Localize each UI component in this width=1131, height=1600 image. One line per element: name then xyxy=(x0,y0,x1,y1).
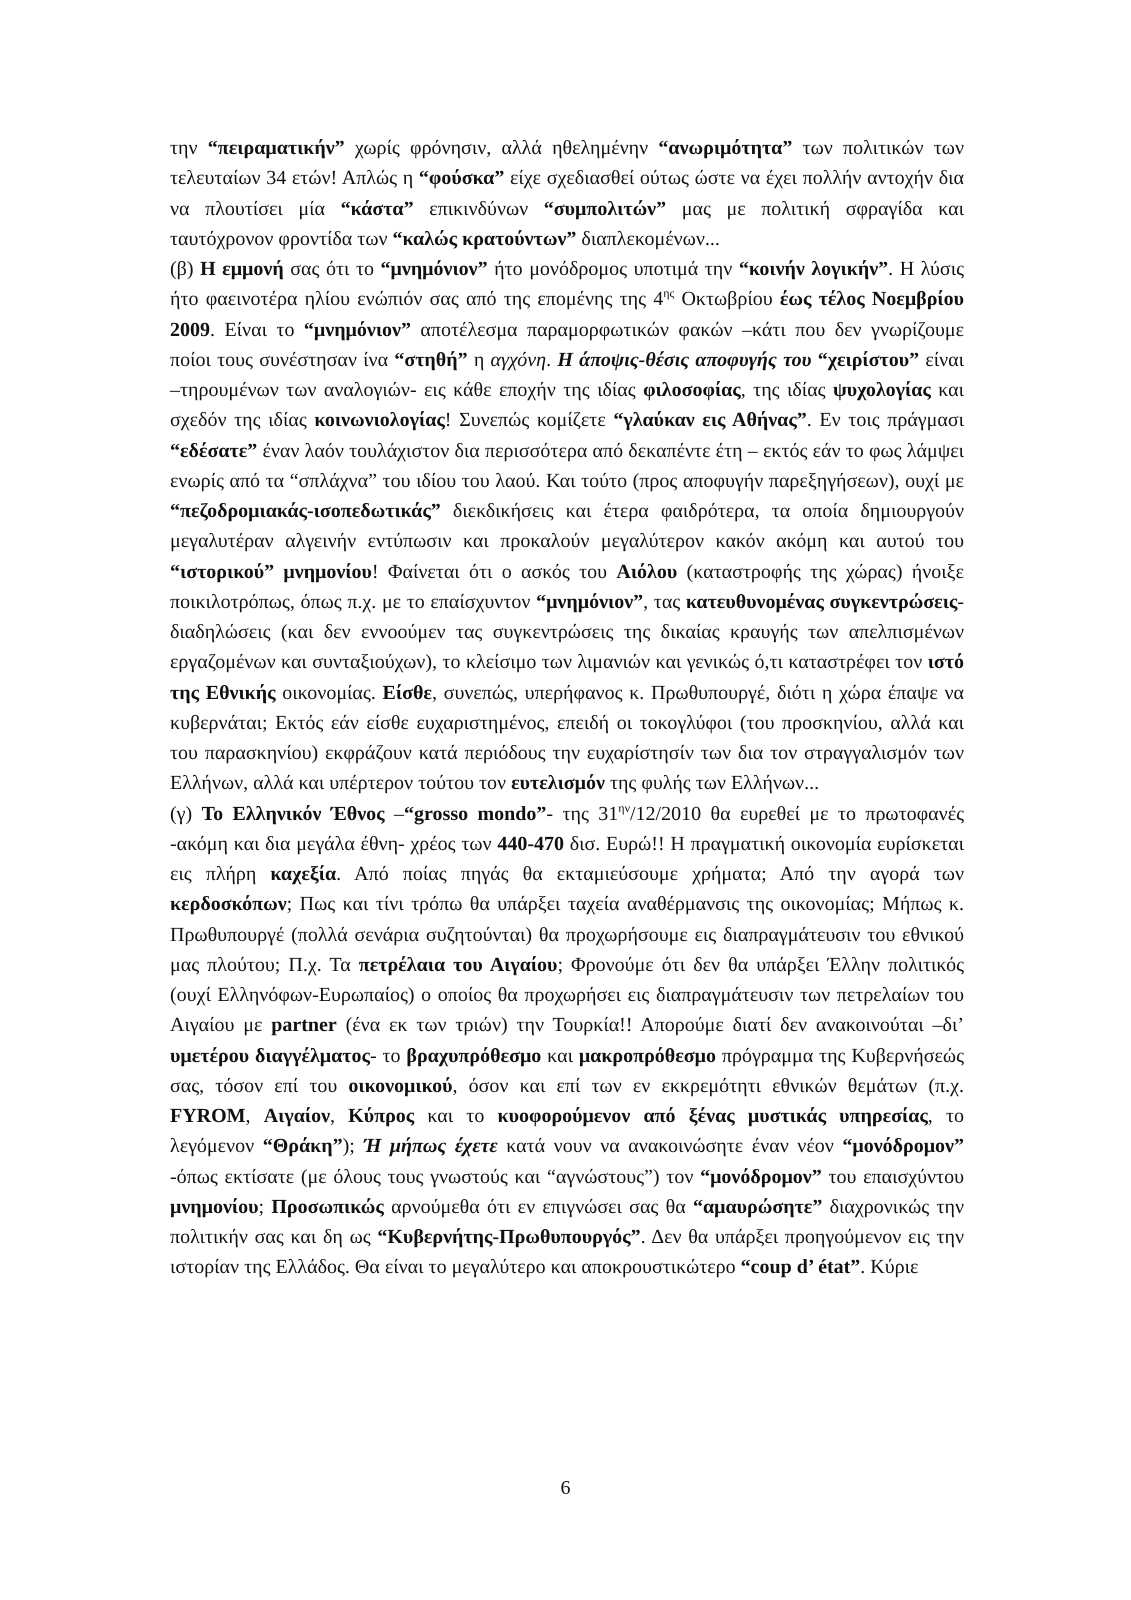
bold-term: “κοινήν λογικήν” xyxy=(738,258,889,280)
text-span: - της 31 xyxy=(546,802,619,825)
text-span: αρνούμεθα ότι εν επιγνώσει σας θα xyxy=(383,1195,693,1218)
text-span: και το xyxy=(414,1105,498,1127)
bold-term: “μνημόνιον” xyxy=(380,258,488,280)
bold-term: “πειραματικήν” xyxy=(207,137,345,159)
text-span: και σχεδόν της ιδίας xyxy=(170,379,964,432)
text-span: διαπλεκομένων... xyxy=(576,227,720,250)
bold-term: φιλοσοφίας xyxy=(643,379,741,401)
bold-term: καχεξία xyxy=(270,863,337,885)
text-span: , συνεπώς, υπερήφανος κ. Πρωθυπουργέ, διότι η χώρα έπαψε να κυβερνάται; Εκτός εάν είσθε ευχαριστημένος, επειδή οι τοκογλύφοι (του προσκηνίου, αλλά και του παρασκηνίου) εκφράζουν κατά περιόδους την ευχαρίστησίν των δια τον στραγγαλισμόν των Ελλήνων, αλλά και υπέρτερον τούτου τον xyxy=(170,681,965,795)
text-span: οικονομίας. xyxy=(275,681,383,704)
bold-term: κυοφορούμενον από ξένας μυστικάς υπηρεσίας xyxy=(497,1105,928,1127)
text-span: /12/2010 θα ευρεθεί με το πρωτοφανές -ακόμη και δια μεγάλα έθνη- χρέος των xyxy=(170,802,965,855)
bold-term: βραχυπρόθεσμο xyxy=(406,1044,542,1067)
text-span: ! Συνεπώς κομίζετε xyxy=(444,409,614,432)
paragraph-beta xyxy=(170,254,964,799)
text-span: , xyxy=(245,1105,264,1127)
text-span: πρόγραμμα της Κυβερνήσεώς σας, τόσον επί του xyxy=(170,1044,964,1097)
text-span: . Από ποίας πηγάς θα εκταμιεύσουμε χρήματα; Από την αγορά των xyxy=(336,863,965,885)
bold-term: Η εμμονή xyxy=(200,258,284,280)
text-span: ήτο μονόδρομος υποτιμά την xyxy=(487,258,739,280)
bold-term: “πεζοδρομιακάς-ισοπεδωτικάς” xyxy=(170,500,441,522)
bold-term: Κύπρος xyxy=(348,1105,415,1127)
text-span: Οκτωβρίου xyxy=(674,288,780,311)
bold-term: partner xyxy=(271,1014,337,1037)
italic-term: αγχόνη xyxy=(490,348,547,371)
text-span: . Κύριε xyxy=(860,1256,919,1279)
text-span: . xyxy=(546,348,558,371)
bold-term: ιστό της Εθνικής xyxy=(170,651,964,704)
superscript: ην xyxy=(618,800,630,815)
text-span: . Εν τοις πράγμασι xyxy=(806,409,965,432)
text-span: . Η λύσις ήτο φαεινοτέρα ηλίου ενώπιόν σας από της επομένης της 4 xyxy=(170,258,965,311)
bold-term: Αιόλου xyxy=(616,560,678,583)
text-span: ); xyxy=(342,1135,364,1158)
text-span: . Είναι το xyxy=(210,318,304,341)
text-span: δισ. Ευρώ!! Η πραγματική οικονομία ευρίσκεται εις πλήρη xyxy=(170,832,965,885)
bold-term: “γλαύκαν εις Αθήνας” xyxy=(613,409,807,432)
bold-term: “αμαυρώσητε” xyxy=(692,1195,823,1218)
text-span: σας ότι το xyxy=(283,258,381,280)
bold-term: “Κυβερνήτης-Πρωθυπουργός” xyxy=(377,1226,641,1248)
text-span: , xyxy=(330,1105,349,1127)
text-span: είχε σχεδιασθεί ούτως ώστε να έχει πολλήν αντοχήν δια να πλουτίσει μία xyxy=(170,167,964,220)
bold-term: μνημονίου xyxy=(170,1195,259,1218)
text-span: -όπως εκτίσατε (με όλους τους γνωστούς και “αγνώστους”) τον xyxy=(170,1165,701,1188)
bold-term: “ανωριμότητα” xyxy=(658,137,793,159)
text-span: του επαισχύντου xyxy=(821,1165,964,1188)
bold-term: “ιστορικού” μνημονίου xyxy=(170,560,372,583)
list-marker: (γ) xyxy=(170,802,202,825)
bold-term: Είσθε xyxy=(382,681,432,704)
bold-term: ευτελισμόν xyxy=(511,772,605,795)
bold-term: 440-470 xyxy=(497,832,564,855)
text-span: κατά νουν να ανακοινώσητε έναν νέον xyxy=(497,1135,843,1158)
text-span: , όσον και επί των εν εκκρεμότητι εθνικών θεμάτων (π.χ. xyxy=(452,1074,964,1097)
text-span: ; Πως και τίνι τρόπω θα υπάρξει ταχεία αναθέρμανσις της οικονομίας; Μήπως κ. Πρωθυπουργέ (πολλά σενάρια συζητούνται) θα προχωρήσουμε εις διαπραγμάτευσιν του εθνικού μας πλούτου; Π.χ. Τα xyxy=(170,893,964,976)
text-span: διαχρονικώς την πολιτικήν σας και δη ως xyxy=(170,1195,964,1248)
text-span: διεκδικήσεις και έτερα φαιδρότερα, τα οποία δημιουργούν μεγαλυτέραν αλγεινήν εντύπωσιν και προκαλούν μεγαλύτερον κακόν ακόμη και αυτού του xyxy=(170,500,964,553)
bold-term: FYROM xyxy=(170,1105,246,1127)
text-span: , τας xyxy=(643,590,686,613)
text-span: επικινδύνων xyxy=(413,197,544,220)
bold-term: “χειρίστου” xyxy=(817,348,920,371)
text-span: (ένα εκ των τριών) την Τουρκία!! Απορούμε διατί δεν ανακοινούται –δι’ xyxy=(336,1014,964,1037)
text-span: των πολιτικών των τελευταίων 34 ετών! Απλώς η xyxy=(170,137,964,190)
text-span: - το xyxy=(369,1044,407,1067)
bold-term: “κάστα” xyxy=(340,197,414,220)
bold-term: “coup d’ état” xyxy=(740,1256,861,1279)
bold-term: μακροπρόθεσμο xyxy=(578,1044,716,1067)
text-span: , της ιδίας xyxy=(740,379,834,401)
text-span: έναν λαόν τουλάχιστον δια περισσότερα από δεκαπέντε έτη – εκτός εάν το φως λάμψει ενωρίς από τα “σπλάχνα” του ιδίου του λαού. Και τούτο (προς αποφυγήν παρεξηγήσεων), ουχί με xyxy=(170,439,964,492)
page-number: 6 xyxy=(560,1477,571,1499)
bold-term: “φούσκα” xyxy=(418,167,505,190)
bold-term: “μονόδρομον” xyxy=(700,1165,822,1188)
bold-term: “grosso mondo” xyxy=(404,802,547,825)
bold-term: “καλώς κρατούντων” xyxy=(392,227,577,250)
body-text xyxy=(170,133,964,1283)
text-span: αποτέλεσμα παραμορφωτικών φακών –κάτι που δεν γνωρίζουμε ποίοι τους συνέστησαν ίνα xyxy=(170,318,964,371)
paragraph-continuation xyxy=(170,133,964,254)
text-span: η xyxy=(467,348,491,371)
bold-italic-term: Η άποψις-θέσις αποφυγής του xyxy=(557,348,812,371)
paragraph-gamma xyxy=(170,799,964,1283)
bold-term: “Θράκη” xyxy=(262,1135,343,1158)
bold-italic-term: Ή μήπως έχετε xyxy=(363,1135,498,1158)
text-span: ! Φαίνεται ότι ο ασκός του xyxy=(371,560,617,583)
bold-term: “συμπολιτών” xyxy=(543,197,667,220)
text-span: μας με πολιτική σφραγίδα και ταυτόχρονον φροντίδα των xyxy=(170,197,964,250)
bold-term: υμετέρου διαγγέλματος xyxy=(170,1044,370,1067)
text-span: της φυλής των Ελλήνων... xyxy=(604,772,820,795)
bold-term: “στηθή” xyxy=(394,348,468,371)
text-span: και xyxy=(541,1044,579,1067)
text-span: (καταστροφής της χώρας) ήνοιξε ποικιλοτρόπως, όπως π.χ. με το επαίσχυντον xyxy=(170,560,964,613)
list-marker: (β) xyxy=(170,258,201,280)
text-span: . Δεν θα υπάρξει προηγούμενον εις την ιστορίαν της Ελλάδος. Θα είναι το μεγαλύτερο και αποκρουστικώτερο xyxy=(170,1226,964,1279)
bold-term: κερδοσκόπων xyxy=(170,893,287,916)
bold-term: έως τέλος Νοεμβρίου 2009 xyxy=(170,288,964,341)
text-span: -διαδηλώσεις (και δεν εννοούμεν τας συγκεντρώσεις της δικαίας κραυγής των απελπισμένων εργαζομένων και συνταξιούχων), το κλείσιμο των λιμανιών και γενικώς ό,τι καταστρέφει τον xyxy=(170,590,965,674)
bold-term: “μνημόνιον” xyxy=(536,590,644,613)
bold-term: Προσωπικώς xyxy=(271,1195,384,1218)
bold-term: “μονόδρομον” xyxy=(842,1135,964,1158)
bold-term: ψυχολογίας xyxy=(833,379,931,401)
text-span: είναι –τηρουμένων των αναλογιών- εις κάθε εποχήν της ιδίας xyxy=(170,348,965,401)
bold-term: Αιγαίον xyxy=(263,1105,331,1127)
text-span: , το λεγόμενον xyxy=(170,1105,964,1158)
bold-term: οικονομικού xyxy=(348,1074,453,1097)
text-span: την xyxy=(170,137,208,159)
text-span: ; Φρονούμε ότι δεν θα υπάρξει Έλλην πολιτικός (ουχί Ελληνόφων-Ευρωπαίος) ο οποίος θα προχωρήσει εις διαπραγμάτευσιν των πετρελαίων του Αιγαίου με xyxy=(170,953,964,1037)
text-span: – xyxy=(384,802,405,825)
bold-term: Το Ελληνικόν Έθνος xyxy=(201,802,385,825)
bold-term: “μνημόνιον” xyxy=(303,318,411,341)
superscript: ης xyxy=(663,286,675,301)
bold-term: κοινωνιολογίας xyxy=(314,409,445,432)
bold-term: πετρέλαια του Αιγαίου xyxy=(358,953,558,976)
text-span: χωρίς φρόνησιν, αλλά ηθελημένην xyxy=(344,137,659,159)
text-span: ; xyxy=(258,1195,272,1218)
bold-term: κατευθυνομένας συγκεντρώσεις xyxy=(685,590,958,613)
bold-term: “εδέσατε” xyxy=(170,439,258,462)
